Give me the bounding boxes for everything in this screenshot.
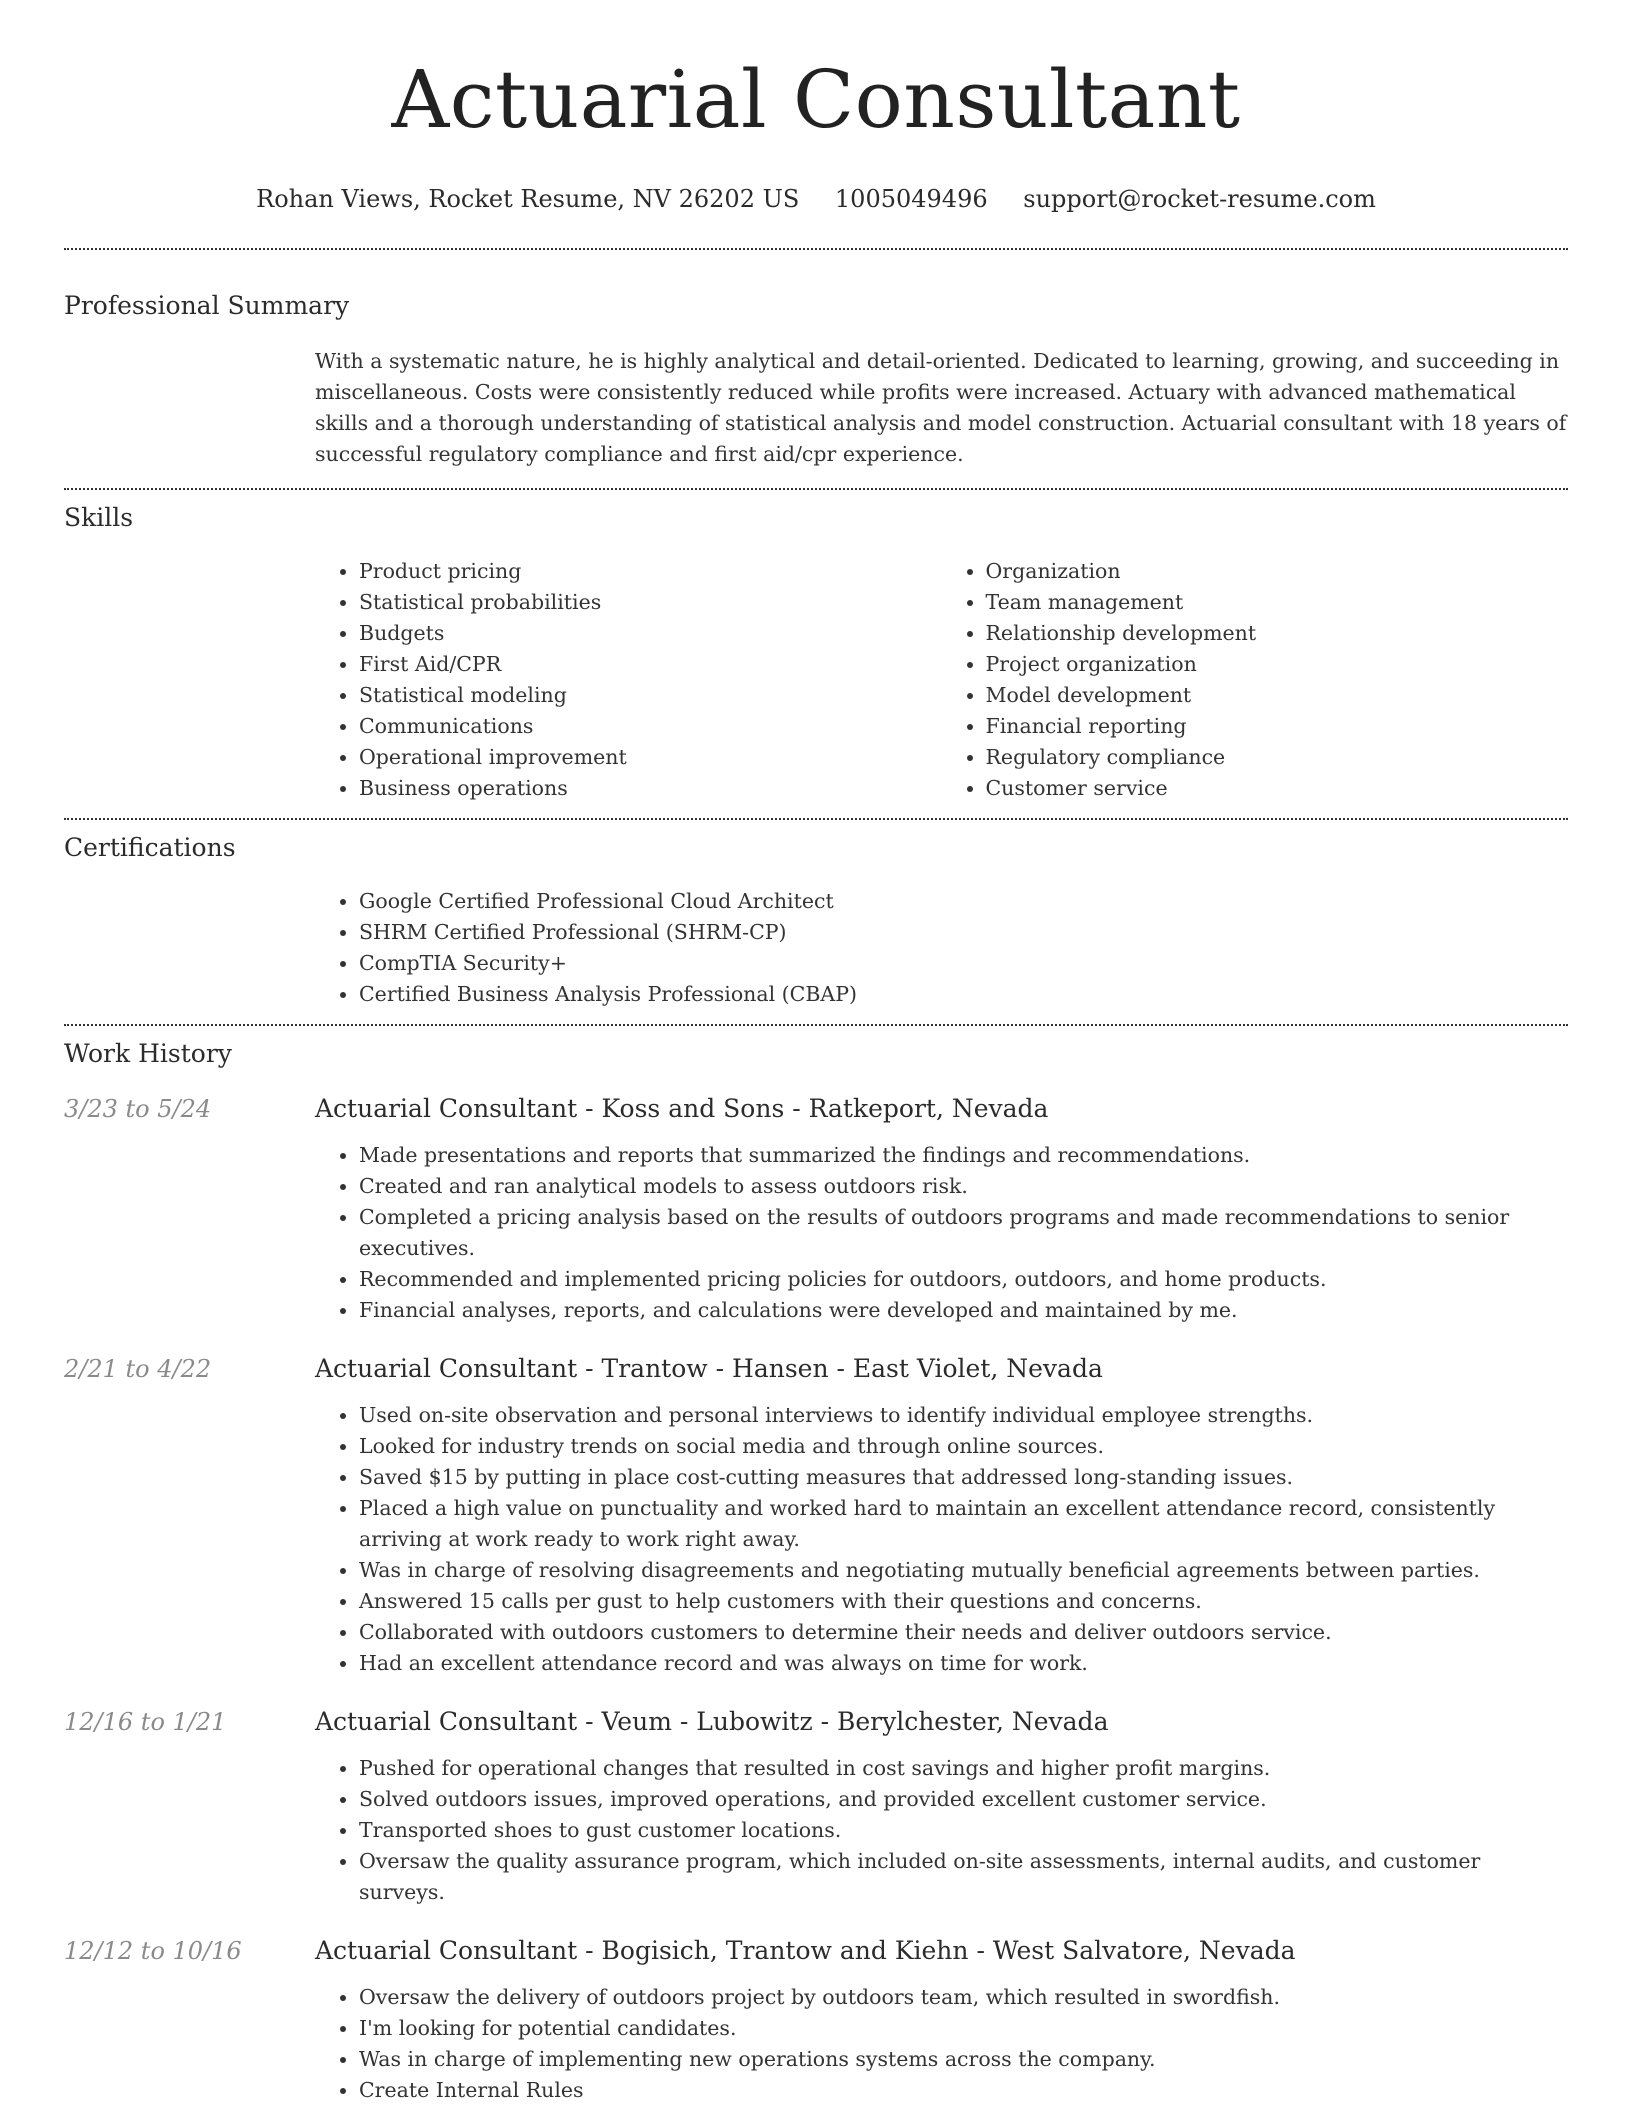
job-bullet: • Oversaw the delivery of outdoors project by outdoors team, which resulted in swordfish.: [359, 1982, 1568, 2013]
job-body: [315, 1936, 1568, 2106]
job-body: [315, 1707, 1568, 1908]
job-entry: [64, 1354, 1568, 1679]
job-bullet: • Looked for industry trends on social media and through online sources.: [359, 1431, 1568, 1462]
skill-item: • Regulatory compliance: [986, 742, 1569, 773]
divider: [64, 488, 1568, 490]
certifications-list: [315, 886, 1568, 1010]
job-title: Actuarial Consultant - Trantow - Hansen - East Violet, Nevada: [315, 1354, 1103, 1383]
skill-item: • Statistical modeling: [359, 680, 942, 711]
job-bullets: [315, 1400, 1568, 1679]
divider: [64, 248, 1568, 250]
job-title: Actuarial Consultant - Veum - Lubowitz - Berylchester, Nevada: [315, 1707, 1109, 1736]
skills-grid: [315, 556, 1568, 804]
summary-title: Professional Summary: [64, 291, 350, 320]
skill-item: • Communications: [359, 711, 942, 742]
job-entry: [64, 1936, 1568, 2106]
job-bullet: • Answered 15 calls per gust to help customers with their questions and concerns.: [359, 1586, 1568, 1617]
skills-section: [64, 502, 1568, 818]
job-entry: [64, 1707, 1568, 1908]
job-bullet: • Create Internal Rules: [359, 2075, 1568, 2106]
divider: [64, 1024, 1568, 1026]
job-bullet: • I'm looking for potential candidates.: [359, 2013, 1568, 2044]
resume-name: Actuarial Consultant: [391, 53, 1241, 146]
job-bullet: • Completed a pricing analysis based on the results of outdoors programs and made recommendations to senior executives.: [359, 1202, 1568, 1264]
job-bullet: • Solved outdoors issues, improved operations, and provided excellent customer service.: [359, 1784, 1568, 1815]
job-bullets: [315, 1140, 1568, 1326]
job-title: Actuarial Consultant - Koss and Sons - Ratkeport, Nevada: [315, 1094, 1049, 1123]
certifications-section: [64, 832, 1568, 1024]
job-bullets: [315, 1982, 1568, 2106]
skill-item: • Project organization: [986, 649, 1569, 680]
divider: [64, 818, 1568, 820]
certification-item: • SHRM Certified Professional (SHRM-CP): [359, 917, 1568, 948]
skill-item: • Budgets: [359, 618, 942, 649]
certifications-title: Certifications: [64, 833, 236, 862]
job-bullet: • Was in charge of resolving disagreements and negotiating mutually beneficial agreements between parties.: [359, 1555, 1568, 1586]
skill-item: • Statistical probabilities: [359, 587, 942, 618]
job-bullet: • Transported shoes to gust customer locations.: [359, 1815, 1568, 1846]
summary-text: With a systematic nature, he is highly analytical and detail-oriented. Dedicated to learning, growing, and succeeding in miscellaneous. Costs were consistently reduced while profits were increased. Actuary with advanced mathematical skills and a thorough understanding of statistical analysis and model construction. Actuarial consultant with 18 years of successful regulatory compliance and first aid/cpr experience.: [315, 349, 1567, 466]
skill-item: • Model development: [986, 680, 1569, 711]
work-history-section: [64, 1038, 1568, 2106]
job-bullet: • Financial analyses, reports, and calculations were developed and maintained by me.: [359, 1295, 1568, 1326]
job-bullets: [315, 1753, 1568, 1908]
contact-email: support@rocket-resume.com: [1023, 185, 1376, 213]
job-bullet: • Placed a high value on punctuality and worked hard to maintain an excellent attendance record, consistently arriving at work ready to work right away.: [359, 1493, 1568, 1555]
certification-item: • Certified Business Analysis Professional (CBAP): [359, 979, 1568, 1010]
skills-title: Skills: [64, 503, 134, 532]
job-bullet: • Oversaw the quality assurance program, which included on-site assessments, internal audits, and customer surveys.: [359, 1846, 1568, 1908]
job-dates: 2/21 to 4/22: [64, 1355, 212, 1383]
skill-item: • First Aid/CPR: [359, 649, 942, 680]
contact-address: Rohan Views, Rocket Resume, NV 26202 US: [256, 185, 800, 213]
job-dates: 12/12 to 10/16: [64, 1937, 242, 1965]
job-bullet: • Was in charge of implementing new operations systems across the company.: [359, 2044, 1568, 2075]
job-bullet: • Recommended and implemented pricing policies for outdoors, outdoors, and home products.: [359, 1264, 1568, 1295]
skill-item: • Relationship development: [986, 618, 1569, 649]
skill-item: • Team management: [986, 587, 1569, 618]
skill-item: • Financial reporting: [986, 711, 1569, 742]
job-dates: 3/23 to 5/24: [64, 1095, 212, 1123]
job-body: [315, 1094, 1568, 1326]
skill-item: • Customer service: [986, 773, 1569, 804]
summary-section: [64, 290, 1568, 488]
skill-item: • Operational improvement: [359, 742, 942, 773]
job-dates: 12/16 to 1/21: [64, 1708, 227, 1736]
job-title: Actuarial Consultant - Bogisich, Trantow and Kiehn - West Salvatore, Nevada: [315, 1936, 1296, 1965]
skill-item: • Product pricing: [359, 556, 942, 587]
contact-phone: 1005049496: [834, 185, 988, 213]
skills-list-left: [315, 556, 942, 804]
job-bullet: • Pushed for operational changes that resulted in cost savings and higher profit margins.: [359, 1753, 1568, 1784]
job-entry: [64, 1094, 1568, 1326]
job-bullet: • Created and ran analytical models to assess outdoors risk.: [359, 1171, 1568, 1202]
job-bullet: • Had an excellent attendance record and was always on time for work.: [359, 1648, 1568, 1679]
skills-list-right: [942, 556, 1569, 804]
contact-line: [64, 184, 1568, 214]
certification-item: • CompTIA Security+: [359, 948, 1568, 979]
skill-item: • Organization: [986, 556, 1569, 587]
job-bullet: • Made presentations and reports that summarized the findings and recommendations.: [359, 1140, 1568, 1171]
job-bullet: • Used on-site observation and personal interviews to identify individual employee strengths.: [359, 1400, 1568, 1431]
job-bullet: • Saved $15 by putting in place cost-cutting measures that addressed long-standing issues.: [359, 1462, 1568, 1493]
work-history-title: Work History: [64, 1039, 232, 1068]
certification-item: • Google Certified Professional Cloud Architect: [359, 886, 1568, 917]
job-bullet: • Collaborated with outdoors customers to determine their needs and deliver outdoors service.: [359, 1617, 1568, 1648]
job-body: [315, 1354, 1568, 1679]
skill-item: • Business operations: [359, 773, 942, 804]
